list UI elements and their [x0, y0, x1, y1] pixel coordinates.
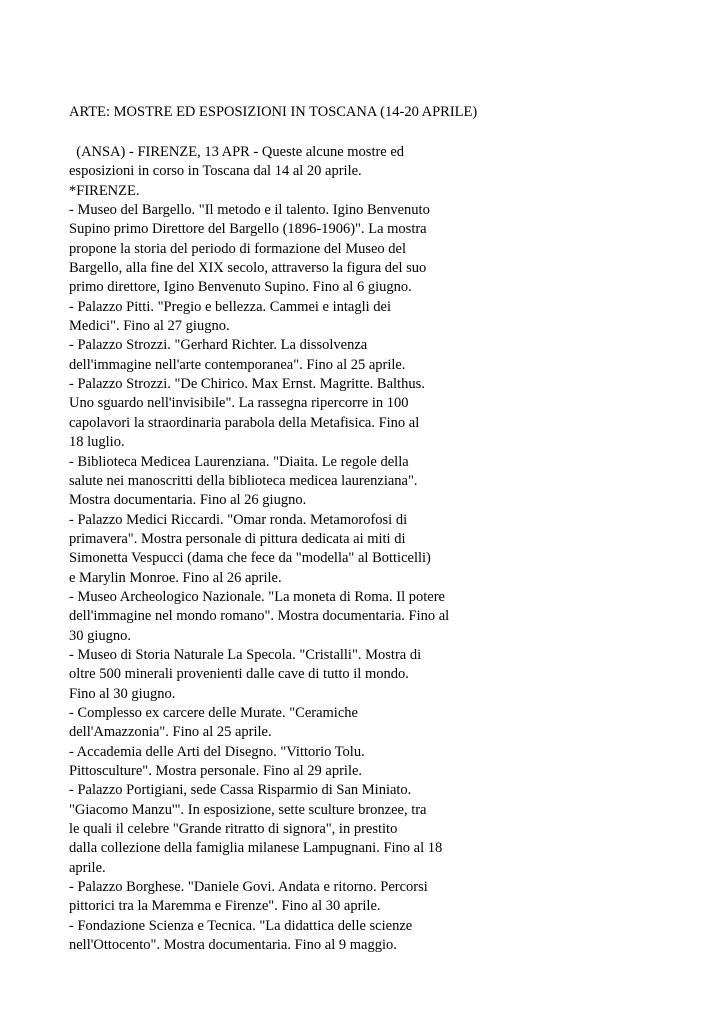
body-line: - Accademia delle Arti del Disegno. "Vittorio Tolu.	[69, 743, 365, 760]
body-line: dalla collezione della famiglia milanese Lampugnani. Fino al 18	[69, 840, 443, 857]
body-line: Uno sguardo nell'invisibile". La rassegna ripercorre in 100	[69, 395, 409, 412]
body-line: (ANSA) - FIRENZE, 13 APR - Queste alcune mostre ed	[69, 144, 405, 160]
body-line: primavera". Mostra personale di pittura dedicata ai miti di	[69, 530, 406, 547]
body-line: e Marylin Monroe. Fino al 26 aprile.	[69, 569, 282, 586]
body-line: Simonetta Vespucci (dama che fece da "modella" al Botticelli)	[69, 550, 431, 567]
body-line: 18 luglio.	[69, 434, 125, 451]
body-line: propone la storia del periodo di formazione del Museo del	[69, 240, 407, 257]
body-line: - Palazzo Borghese. "Daniele Govi. Andata e ritorno. Percorsi	[69, 879, 428, 896]
body-line: - Palazzo Portigiani, sede Cassa Risparmio di San Miniato.	[69, 782, 412, 799]
body-line: - Palazzo Medici Riccardi. "Omar ronda. Metamorofosi di	[69, 511, 408, 528]
body-line: pittorici tra la Maremma e Firenze". Fino al 30 aprile.	[69, 898, 381, 915]
body-line: - Biblioteca Medicea Laurenziana. "Diaita. Le regole della	[69, 453, 409, 470]
body-line: Mostra documentaria. Fino al 26 giugno.	[69, 492, 307, 509]
body-line: - Palazzo Pitti. "Pregio e bellezza. Cammei e intagli dei	[69, 298, 391, 315]
body-line: dell'immagine nell'arte contemporanea". Fino al 25 aprile.	[69, 356, 406, 373]
body-line: dell'immagine nel mondo romano". Mostra documentaria. Fino al	[69, 608, 450, 625]
body-line: - Museo Archeologico Nazionale. "La moneta di Roma. Il potere	[69, 588, 445, 605]
body-line: primo direttore, Igino Benvenuto Supino. Fino al 6 giugno.	[69, 279, 412, 296]
body-line: *FIRENZE.	[69, 182, 140, 199]
body-line: Pittosculture". Mostra personale. Fino al 29 aprile.	[69, 763, 363, 779]
body-line: Fino al 30 giugno.	[69, 685, 176, 702]
body-line: "Giacomo Manzu'". In esposizione, sette sculture bronzee, tra	[69, 801, 427, 818]
body-line: oltre 500 minerali provenienti dalle cave di tutto il mondo.	[69, 666, 409, 683]
body-line: Supino primo Direttore del Bargello (1896-1906)". La mostra	[69, 221, 427, 238]
body-line: capolavori la straordinaria parabola della Metafisica. Fino al	[69, 414, 420, 431]
body-line: Bargello, alla fine del XIX secolo, attraverso la figura del suo	[69, 260, 427, 277]
document-body	[69, 143, 449, 955]
body-line: 30 giugno.	[69, 627, 132, 644]
body-line: le quali il celebre "Grande ritratto di signora", in prestito	[69, 821, 398, 838]
body-line: Medici". Fino al 27 giugno.	[69, 318, 230, 335]
body-line: aprile.	[69, 859, 106, 876]
body-line: - Fondazione Scienza e Tecnica. "La didattica delle scienze	[69, 917, 413, 934]
body-line: dell'Amazzonia". Fino al 25 aprile.	[69, 724, 272, 741]
body-line: - Palazzo Strozzi. "De Chirico. Max Ernst. Magritte. Balthus.	[69, 376, 425, 393]
body-line: - Museo del Bargello. "Il metodo e il talento. Igino Benvenuto	[69, 202, 430, 219]
body-line: - Museo di Storia Naturale La Specola. "Cristalli". Mostra di	[69, 646, 422, 663]
body-line: nell'Ottocento". Mostra documentaria. Fino al 9 maggio.	[69, 937, 397, 954]
body-line: - Complesso ex carcere delle Murate. "Ceramiche	[69, 704, 358, 721]
body-line: - Palazzo Strozzi. "Gerhard Richter. La dissolvenza	[69, 337, 368, 354]
document-title: ARTE: MOSTRE ED ESPOSIZIONI IN TOSCANA (14-20 APRILE)	[69, 104, 478, 120]
body-line: esposizioni in corso in Toscana dal 14 al 20 aprile.	[69, 163, 362, 180]
body-line: salute nei manoscritti della biblioteca medicea laurenziana".	[69, 472, 418, 489]
